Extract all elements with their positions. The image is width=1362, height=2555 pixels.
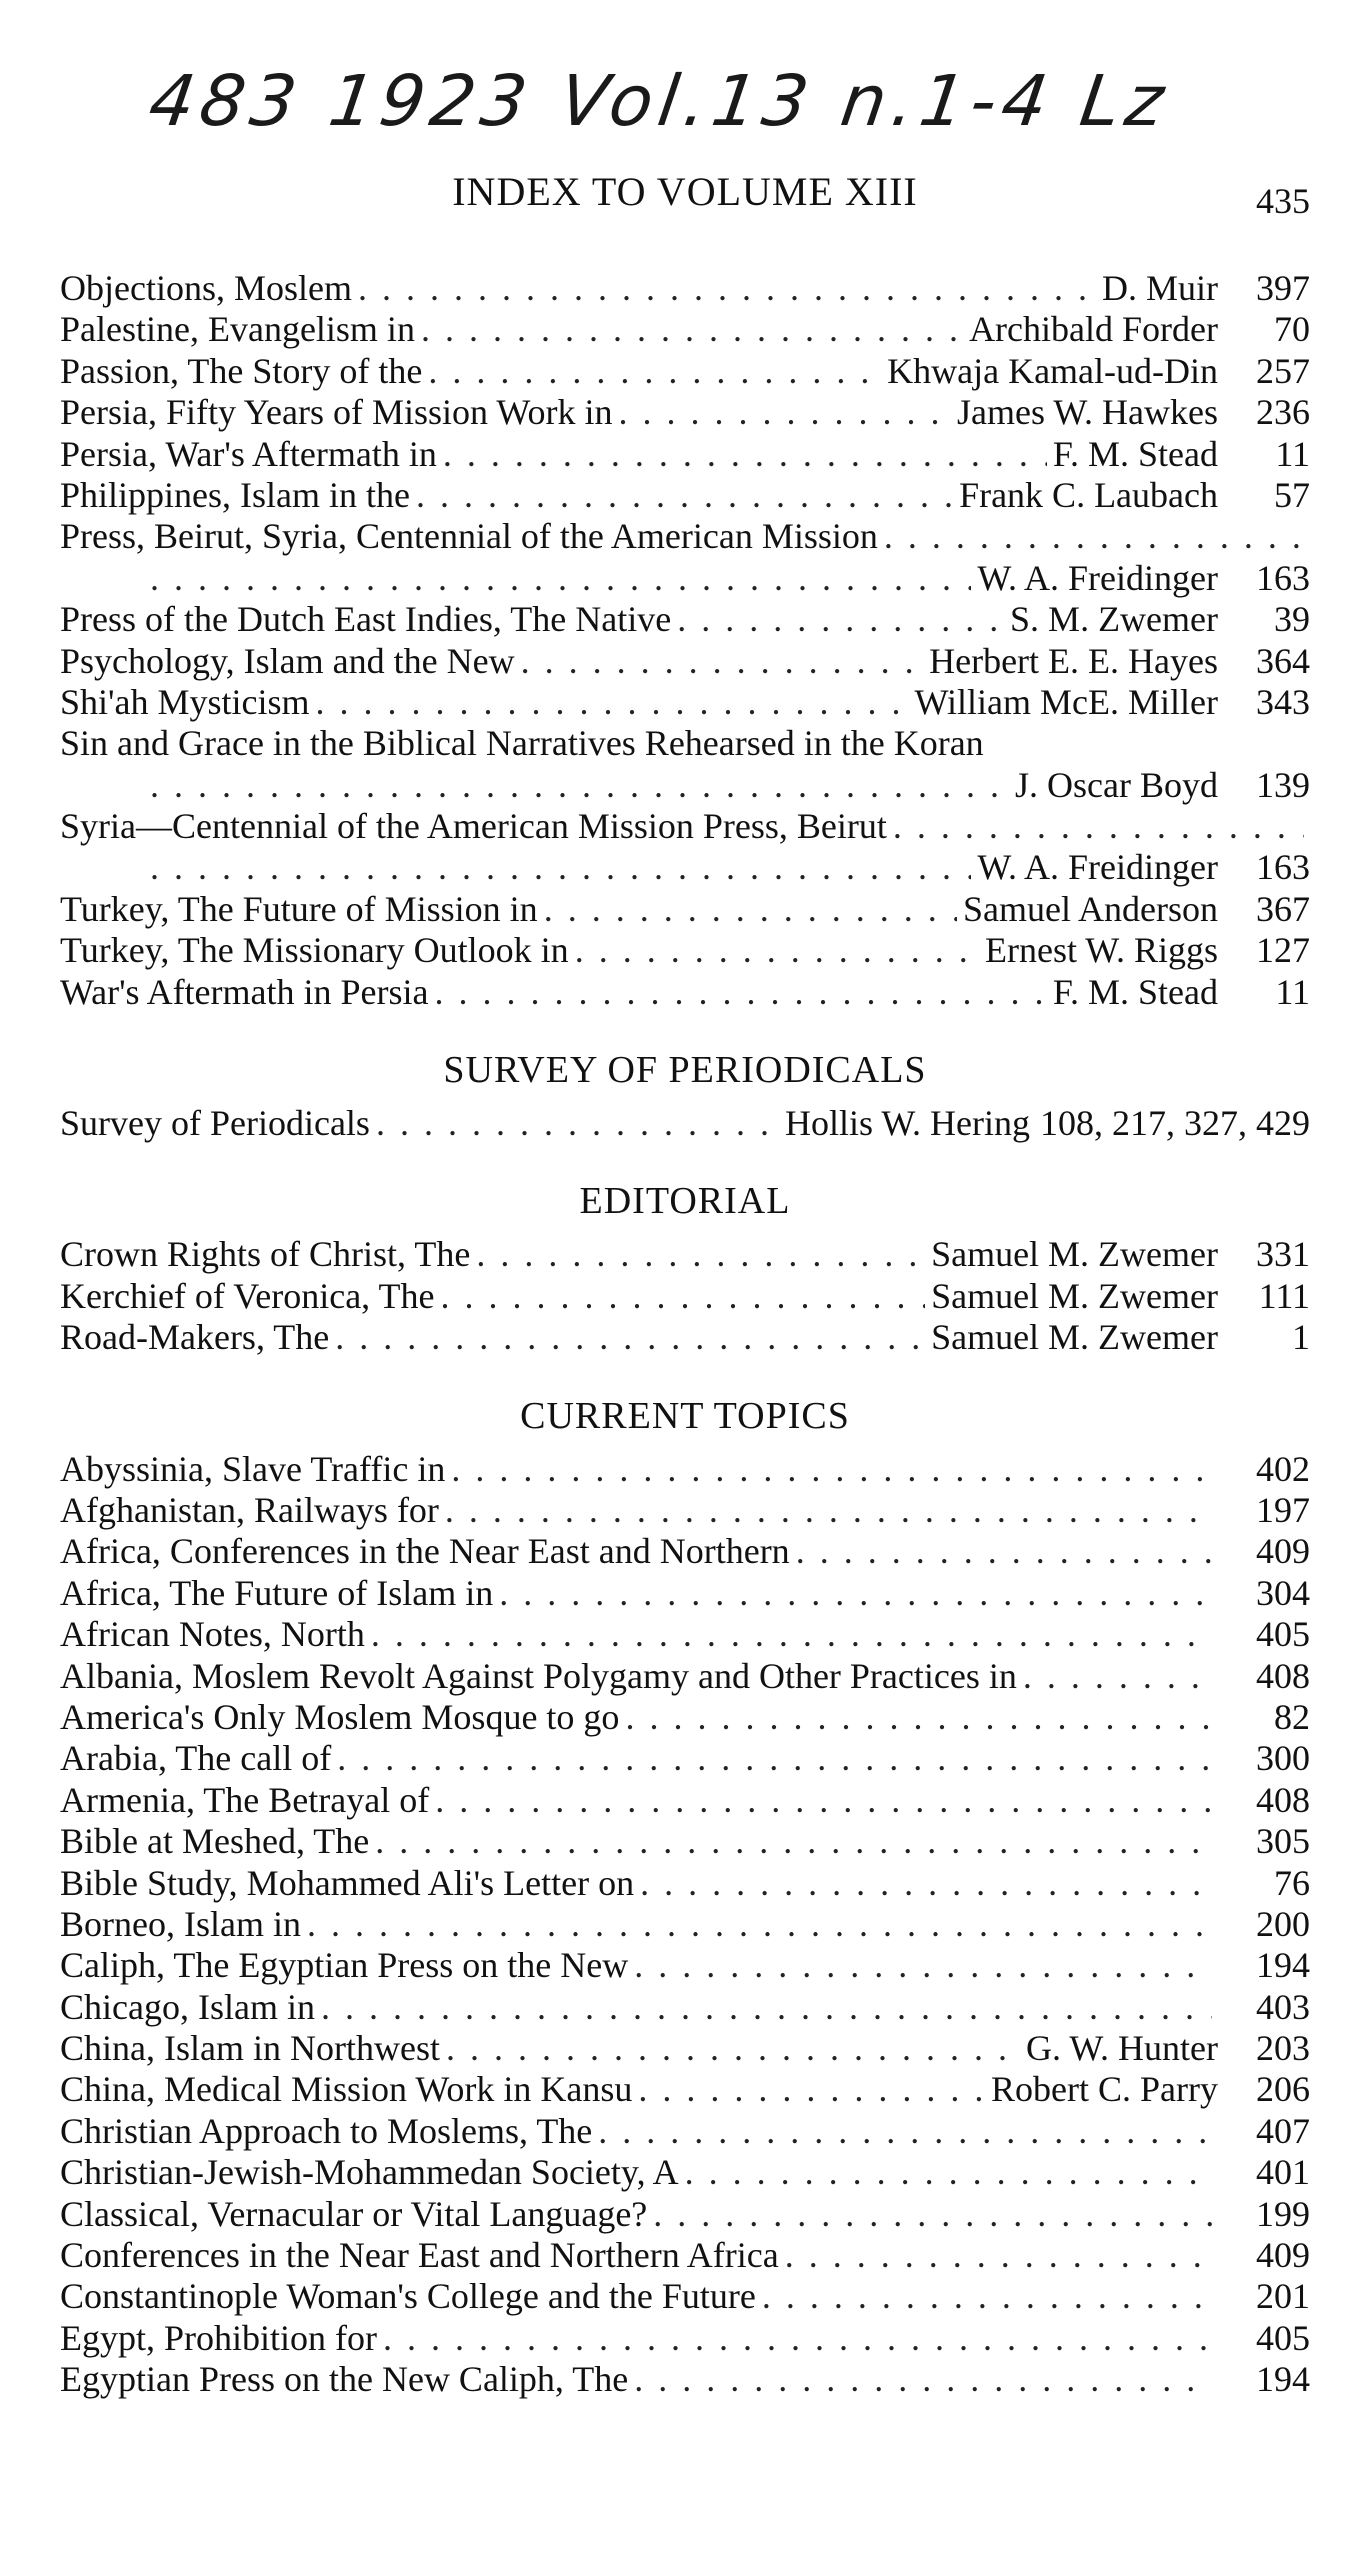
editorial-section (60, 1168, 1310, 1358)
leader-dots (893, 806, 1304, 847)
index-entry (60, 1987, 1310, 2028)
index-entry (60, 2194, 1310, 2235)
leader-dots (337, 1738, 1212, 1779)
page-title: INDEX TO VOLUME XIII (452, 169, 918, 214)
entry-author: W. A. Freidinger (977, 557, 1218, 598)
entry-author: W. A. Freidinger (977, 847, 1218, 888)
page-number: 435 (1256, 181, 1310, 221)
current-topics-section (60, 1383, 1310, 2401)
leader-dots (634, 2359, 1212, 2400)
index-entry-title-line (60, 723, 1310, 764)
leader-dots (307, 1904, 1212, 1945)
entry-page: 139 (1256, 764, 1310, 805)
entry-title: China, Islam in Northwest (60, 2028, 440, 2069)
entry-page: 401 (1256, 2152, 1310, 2193)
index-entry (60, 1490, 1310, 1531)
leader-dots (375, 1821, 1212, 1862)
index-entry (60, 2111, 1310, 2152)
index-entry (60, 889, 1310, 930)
leader-dots (441, 1276, 926, 1317)
index-entry (60, 392, 1310, 433)
entry-page: 199 (1256, 2193, 1310, 2234)
index-entry (60, 1276, 1310, 1317)
index-entry-title-line (60, 806, 1310, 847)
entry-title: Passion, The Story of the (60, 350, 423, 391)
entry-title: Albania, Moslem Revolt Against Polygamy and Other Practices in (60, 1655, 1017, 1696)
index-entry-continuation (60, 765, 1310, 806)
entry-title: Crown Rights of Christ, The (60, 1234, 471, 1275)
entry-page: 236 (1256, 392, 1310, 433)
index-entry (60, 599, 1310, 640)
leader-dots (316, 682, 909, 723)
entry-title: African Notes, North (60, 1614, 365, 1655)
entry-page: 407 (1256, 2110, 1310, 2151)
entry-title: Turkey, The Future of Mission in (60, 888, 538, 929)
entry-title: Afghanistan, Railways for (60, 1489, 439, 1530)
index-entry (60, 1863, 1310, 1904)
leader-dots (321, 1987, 1212, 2028)
entry-author: Khwaja Kamal-ud-Din (887, 350, 1218, 391)
entry-author: Robert C. Parry (991, 2069, 1218, 2110)
entry-title: Christian Approach to Moslems, The (60, 2110, 593, 2151)
topics-list (60, 1449, 1310, 2401)
leader-dots (446, 2028, 1020, 2069)
entry-page: 409 (1256, 2235, 1310, 2276)
entry-page: 364 (1256, 640, 1310, 681)
entry-title: Classical, Vernacular or Vital Language? (60, 2193, 648, 2234)
index-entry (60, 309, 1310, 350)
entry-page: 163 (1256, 847, 1310, 888)
entry-title: Christian-Jewish-Mohammedan Society, A (60, 2152, 679, 2193)
entry-author: James W. Hawkes (957, 392, 1218, 433)
handwritten-catalog-note: 483 1923 Vol.13 n.1-4 Lz (144, 60, 1175, 142)
entry-title: Sin and Grace in the Biblical Narratives Rehearsed in the Koran (60, 723, 984, 764)
index-entry (60, 972, 1310, 1013)
entry-author: Herbert E. E. Hayes (929, 640, 1218, 681)
entry-page: 257 (1256, 350, 1310, 391)
entry-title: Bible at Meshed, The (60, 1821, 370, 1862)
leader-dots (653, 2194, 1212, 2235)
entry-page: 194 (1256, 1945, 1310, 1986)
entry-title: Conferences in the Near East and Northern Africa (60, 2235, 779, 2276)
leader-dots (476, 1234, 925, 1275)
page-header (60, 168, 1310, 228)
entry-page: 197 (1256, 1489, 1310, 1530)
index-entry (60, 434, 1310, 475)
entry-page: 203 (1256, 2028, 1310, 2069)
leader-dots (544, 889, 957, 930)
index-entry (60, 1614, 1310, 1655)
leader-dots (358, 268, 1096, 309)
entry-author: J. Oscar Boyd (1015, 764, 1218, 805)
leader-dots (443, 434, 1047, 475)
entry-title: Objections, Moslem (60, 268, 352, 308)
entry-title: Africa, The Future of Islam in (60, 1572, 494, 1613)
entry-title: Africa, Conferences in the Near East and Northern (60, 1531, 790, 1572)
index-entry (60, 2276, 1310, 2317)
index-entry (60, 1904, 1310, 1945)
entry-title: Egypt, Prohibition for (60, 2317, 377, 2358)
entry-title: Shi'ah Mysticism (60, 681, 310, 722)
entry-author: Samuel M. Zwemer (931, 1317, 1218, 1358)
leader-dots (685, 2152, 1212, 2193)
index-entry (60, 1103, 1310, 1144)
index-entry (60, 1317, 1310, 1358)
index-entry (60, 930, 1310, 971)
entry-title: Persia, Fifty Years of Mission Work in (60, 392, 613, 433)
entry-page: 127 (1256, 930, 1310, 971)
entry-title: Syria—Centennial of the American Mission Press, Beirut (60, 806, 887, 847)
entry-author: D. Muir (1102, 268, 1218, 308)
entry-title: Caliph, The Egyptian Press on the New (60, 1945, 629, 1986)
index-entry (60, 1738, 1310, 1779)
entry-author: F. M. Stead (1052, 433, 1218, 474)
leader-dots (499, 1573, 1212, 1614)
section-heading: CURRENT TOPICS (520, 1394, 850, 1437)
leader-dots (634, 1945, 1212, 1986)
section-heading: EDITORIAL (579, 1180, 791, 1223)
entry-page: 1 (1292, 1317, 1310, 1358)
survey-section (60, 1037, 1310, 1144)
entry-page: 408 (1256, 1655, 1310, 1696)
leader-dots (785, 2235, 1212, 2276)
entry-page: 76 (1274, 1862, 1310, 1903)
index-entry-continuation (60, 558, 1310, 599)
entry-title: Persia, War's Aftermath in (60, 433, 437, 474)
entry-title: Survey of Periodicals (60, 1103, 370, 1144)
leader-dots (618, 392, 951, 433)
entry-title: Road-Makers, The (60, 1317, 330, 1358)
entry-title: Armenia, The Betrayal of (60, 1779, 430, 1820)
entry-title: Press of the Dutch East Indies, The Native (60, 599, 672, 640)
entry-title: Abyssinia, Slave Traffic in (60, 1448, 446, 1489)
leader-dots (625, 1697, 1212, 1738)
index-entry (60, 1780, 1310, 1821)
entry-page: 343 (1256, 681, 1310, 722)
index-entry (60, 2318, 1310, 2359)
leader-dots (638, 2069, 985, 2110)
leader-dots (575, 930, 979, 971)
entry-author: William McE. Miller (914, 681, 1218, 722)
entry-page: 206 (1256, 2069, 1310, 2110)
index-entry (60, 475, 1310, 516)
entry-title: America's Only Moslem Mosque to go (60, 1696, 620, 1737)
index-entry (60, 2069, 1310, 2110)
entry-title: Palestine, Evangelism in (60, 309, 415, 350)
entry-title: Kerchief of Veronica, The (60, 1275, 435, 1316)
entry-title: China, Medical Mission Work in Kansu (60, 2069, 633, 2110)
entry-page: 403 (1256, 1986, 1310, 2027)
entry-page: 163 (1256, 557, 1310, 598)
leader-dots (428, 351, 881, 392)
index-entry (60, 1449, 1310, 1490)
entry-page: 408 (1256, 1779, 1310, 1820)
entry-title: Philippines, Islam in the (60, 474, 410, 515)
articles-section (60, 268, 1310, 1013)
entry-page: 409 (1256, 1531, 1310, 1572)
index-entry (60, 1234, 1310, 1275)
leader-dots (421, 309, 963, 350)
entry-page: 331 (1256, 1234, 1310, 1275)
entry-page: 200 (1256, 1903, 1310, 1944)
leader-dots (796, 1531, 1212, 1572)
entry-page: 201 (1256, 2276, 1310, 2317)
leader-dots (1023, 1656, 1212, 1697)
index-entry (60, 682, 1310, 723)
leader-dots (435, 1780, 1212, 1821)
leader-dots (371, 1614, 1212, 1655)
entry-author: Samuel M. Zwemer (931, 1275, 1218, 1316)
entry-title: Egyptian Press on the New Caliph, The (60, 2359, 629, 2400)
leader-dots (521, 641, 924, 682)
leader-dots (335, 1317, 925, 1358)
index-entry (60, 1531, 1310, 1572)
leader-dots (376, 1103, 779, 1144)
entry-title: Borneo, Islam in (60, 1903, 301, 1944)
entry-page: 70 (1274, 309, 1310, 350)
entry-author: Archibald Forder (969, 309, 1218, 350)
entry-page: 194 (1256, 2359, 1310, 2400)
leader-dots (416, 475, 953, 516)
entry-author: F. M. Stead (1052, 971, 1218, 1012)
index-entry (60, 1697, 1310, 1738)
entry-page: 57 (1274, 474, 1310, 515)
index-entry (60, 2235, 1310, 2276)
entry-author: G. W. Hunter (1026, 2028, 1218, 2069)
leader-dots (884, 516, 1304, 557)
entry-page: 82 (1274, 1696, 1310, 1737)
entry-author: Hollis W. Hering (784, 1103, 1030, 1144)
entry-page: 300 (1256, 1738, 1310, 1779)
entry-page: 305 (1256, 1821, 1310, 1862)
entry-page: 108, 217, 327, 429 (1040, 1103, 1310, 1144)
index-entry (60, 2028, 1310, 2069)
leader-dots (598, 2111, 1212, 2152)
index-entry-continuation (60, 847, 1310, 888)
leader-dots (677, 599, 1004, 640)
entry-author: S. M. Zwemer (1010, 599, 1218, 640)
leader-dots (150, 765, 1009, 806)
leader-dots (150, 847, 971, 888)
entry-author: Samuel Anderson (963, 888, 1218, 929)
section-heading: SURVEY OF PERIODICALS (443, 1049, 927, 1092)
entry-page: 304 (1256, 1572, 1310, 1613)
index-entry (60, 268, 1310, 309)
entry-title: Constantinople Woman's College and the Future (60, 2276, 756, 2317)
index-entry (60, 1656, 1310, 1697)
entry-page: 402 (1256, 1448, 1310, 1489)
index-entry (60, 2359, 1310, 2400)
index-entry (60, 1573, 1310, 1614)
entry-title: Chicago, Islam in (60, 1986, 315, 2027)
entry-page: 405 (1256, 2317, 1310, 2358)
index-entry (60, 641, 1310, 682)
entry-title: Press, Beirut, Syria, Centennial of the American Mission (60, 516, 878, 557)
leader-dots (445, 1490, 1212, 1531)
entry-author: Ernest W. Riggs (984, 930, 1218, 971)
leader-dots (383, 2318, 1212, 2359)
index-entry (60, 1821, 1310, 1862)
index-entry (60, 351, 1310, 392)
index-entry (60, 1945, 1310, 1986)
entry-page: 111 (1258, 1275, 1310, 1316)
leader-dots (762, 2276, 1212, 2317)
index-content (60, 268, 1310, 2401)
entry-page: 405 (1256, 1614, 1310, 1655)
leader-dots (150, 558, 971, 599)
entry-title: Arabia, The call of (60, 1738, 332, 1779)
entry-author: Samuel M. Zwemer (931, 1234, 1218, 1275)
entry-author: Frank C. Laubach (959, 474, 1218, 515)
leader-dots (451, 1449, 1212, 1490)
entry-title: Psychology, Islam and the New (60, 640, 515, 681)
entry-title: War's Aftermath in Persia (60, 971, 429, 1012)
entry-page: 367 (1256, 888, 1310, 929)
entry-title: Bible Study, Mohammed Ali's Letter on (60, 1862, 635, 1903)
leader-dots (435, 972, 1047, 1013)
entry-page: 397 (1256, 268, 1310, 308)
entry-page: 11 (1275, 433, 1310, 474)
entry-title: Turkey, The Missionary Outlook in (60, 930, 569, 971)
index-entry-title-line (60, 516, 1310, 557)
entry-page: 11 (1275, 971, 1310, 1012)
leader-dots (640, 1863, 1212, 1904)
index-entry (60, 2152, 1310, 2193)
entry-page: 39 (1274, 599, 1310, 640)
